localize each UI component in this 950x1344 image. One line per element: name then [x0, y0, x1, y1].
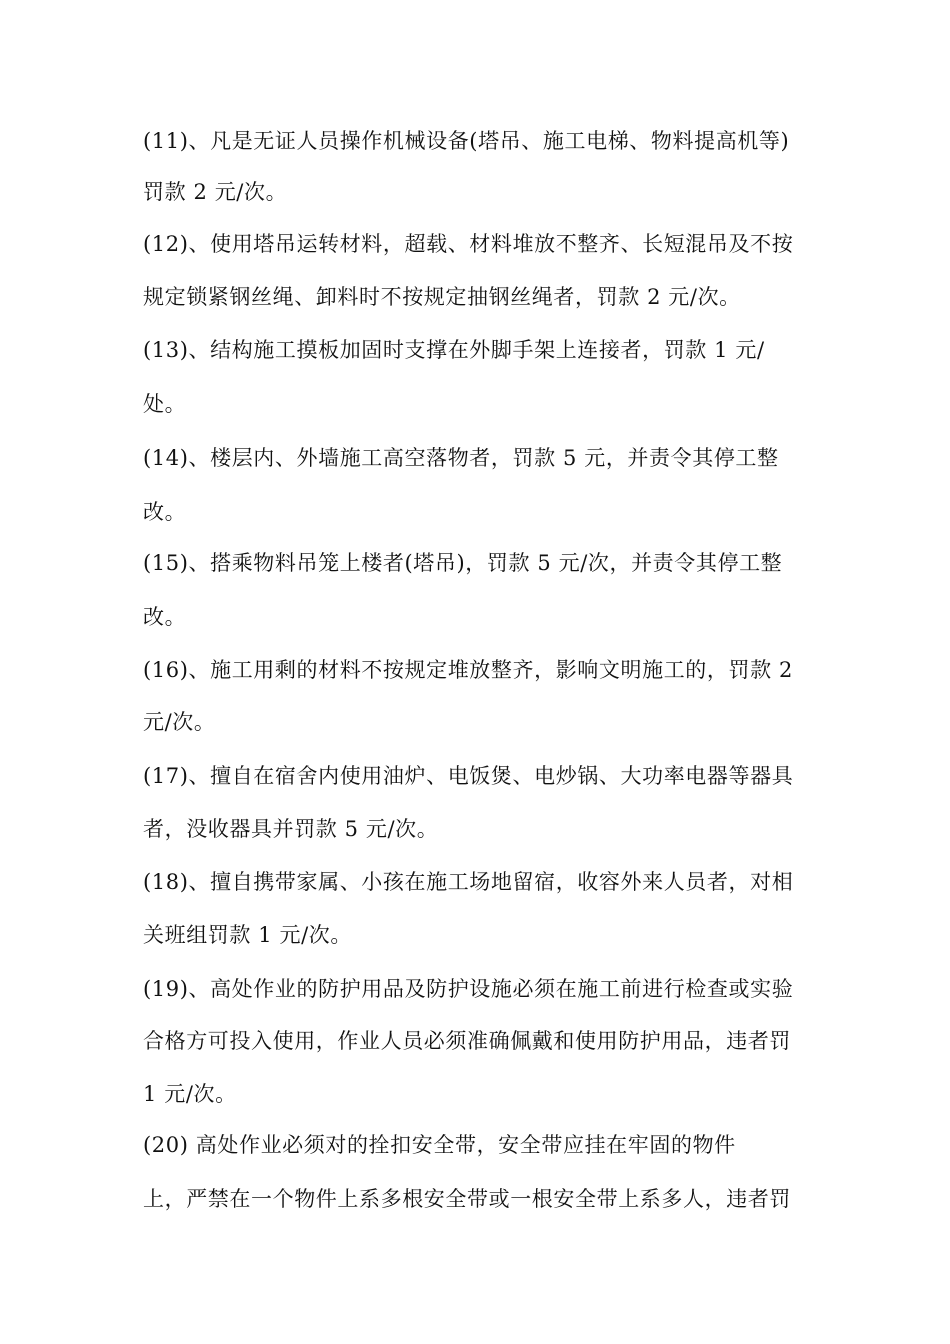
text-line: (15)、搭乘物料吊笼上楼者(塔吊)，罚款 5 元/次，并责令其停工整 — [143, 551, 783, 575]
text-line: (19)、高处作业的防护用品及防护设施必须在施工前进行检查或实验 — [143, 977, 794, 1001]
text-line: 处。 — [143, 392, 187, 416]
text-line: (12)、使用塔吊运转材料，超载、材料堆放不整齐、长短混吊及不按 — [143, 232, 794, 256]
text-line: 规定锁紧钢丝绳、卸料时不按规定抽钢丝绳者，罚款 2 元/次。 — [143, 285, 741, 309]
text-line: 改。 — [143, 605, 187, 629]
text-line: 罚款 2 元/次。 — [143, 180, 288, 204]
text-line: 元/次。 — [143, 710, 216, 734]
text-line: 1 元/次。 — [143, 1082, 237, 1106]
text-line: (13)、结构施工摸板加固时支撑在外脚手架上连接者，罚款 1 元/ — [143, 338, 765, 362]
text-line: (18)、擅自携带家属、小孩在施工场地留宿，收容外来人员者，对相 — [143, 870, 794, 894]
text-line: (16)、施工用剩的材料不按规定堆放整齐，影响文明施工的，罚款 2 — [143, 658, 793, 682]
text-line: (14)、楼层内、外墙施工高空落物者，罚款 5 元，并责令其停工整 — [143, 446, 779, 470]
text-line: (20) 高处作业必须对的拴扣安全带，安全带应挂在牢固的物件 — [143, 1133, 736, 1157]
text-line: (11)、凡是无证人员操作机械设备(塔吊、施工电梯、物料提高机等) — [143, 129, 790, 153]
text-line: 者，没收器具并罚款 5 元/次。 — [143, 817, 439, 841]
text-line: 改。 — [143, 500, 187, 524]
text-line: 合格方可投入使用，作业人员必须准确佩戴和使用防护用品，违者罚 — [143, 1029, 791, 1053]
text-line: (17)、擅自在宿舍内使用油炉、电饭煲、电炒锅、大功率电器等器具 — [143, 764, 794, 788]
text-line: 关班组罚款 1 元/次。 — [143, 923, 352, 947]
text-line: 上，严禁在一个物件上系多根安全带或一根安全带上系多人，违者罚 — [143, 1187, 791, 1211]
